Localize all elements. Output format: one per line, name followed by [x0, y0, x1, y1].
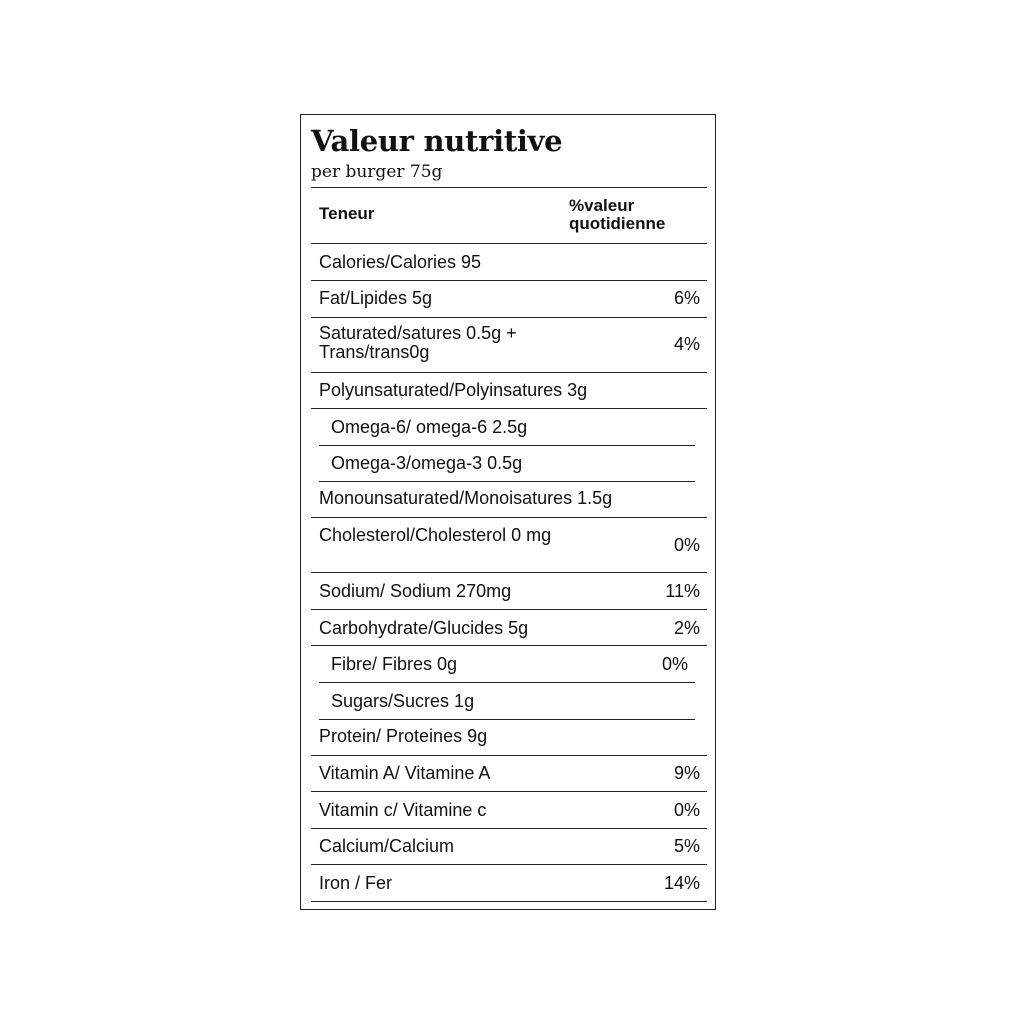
nutrient-row-sodium	[319, 580, 700, 608]
daily-value-percent: 0%	[673, 800, 700, 820]
column-header-daily-value: %valeur quotidienne	[569, 196, 666, 233]
nutrient-label: Polyunsaturated/Polyinsatures 3g	[319, 380, 588, 400]
divider	[311, 828, 707, 829]
nutrient-label: Saturated/satures 0.5g + Trans/trans0g	[319, 323, 517, 362]
divider	[311, 243, 707, 244]
nutrient-label: Calcium/Calcium	[319, 836, 455, 856]
nutrient-label: Fat/Lipides 5g	[319, 288, 433, 308]
nutrient-row-iron	[319, 872, 700, 900]
nutrient-label: Omega-6/ omega-6 2.5g	[331, 417, 528, 437]
nutrient-label: Monounsaturated/Monoisatures 1.5g	[319, 488, 613, 508]
nutrient-row-cholesterol	[319, 525, 700, 573]
daily-value-percent: 5%	[673, 836, 700, 856]
divider	[311, 517, 707, 518]
nutrient-row-protein	[319, 726, 699, 754]
nutrient-row-omega-3	[331, 453, 691, 481]
divider	[311, 864, 707, 865]
nutrient-label: Calories/Calories 95	[319, 252, 482, 272]
daily-value-percent: 0%	[673, 535, 700, 555]
nutrient-row-sugars	[331, 690, 691, 718]
nutrient-row-fat	[319, 287, 700, 315]
nutrient-label: Carbohydrate/Glucides 5g	[319, 618, 529, 638]
nutrient-label: Fibre/ Fibres 0g	[331, 654, 458, 674]
daily-value-percent: 6%	[673, 288, 700, 308]
divider	[311, 187, 707, 188]
nutrient-row-polyunsaturated	[319, 380, 699, 408]
divider	[319, 481, 695, 482]
serving-size: per burger 75g	[311, 162, 443, 182]
label-title: Valeur nutritive	[311, 124, 563, 158]
divider	[311, 645, 707, 646]
nutrient-label: Iron / Fer	[319, 873, 393, 893]
column-header-amount: Teneur	[319, 204, 375, 223]
nutrient-row-omega-6	[331, 417, 691, 445]
nutrient-label: Protein/ Proteines 9g	[319, 726, 488, 746]
divider	[311, 901, 707, 902]
divider	[311, 280, 707, 281]
divider	[311, 609, 707, 610]
nutrient-row-carbohydrate	[319, 617, 700, 645]
divider	[319, 445, 695, 446]
nutrient-row-saturated-trans	[319, 323, 700, 371]
daily-value-percent: 2%	[673, 618, 700, 638]
nutrient-row-vitamin-c	[319, 799, 700, 827]
nutrient-row-vitamin-a	[319, 762, 700, 790]
divider	[311, 372, 707, 373]
daily-value-percent: 14%	[663, 873, 700, 893]
nutrient-label: Vitamin c/ Vitamine c	[319, 800, 487, 820]
divider	[319, 682, 695, 683]
divider	[311, 408, 707, 409]
nutrition-facts-panel	[300, 114, 716, 910]
nutrient-row-calories	[319, 251, 699, 279]
divider	[311, 317, 707, 318]
daily-value-percent: 11%	[665, 581, 700, 601]
nutrient-row-fibre	[331, 653, 688, 681]
nutrient-row-calcium	[319, 835, 700, 863]
daily-value-percent: 4%	[673, 334, 700, 354]
nutrient-row-monounsaturated	[319, 488, 699, 516]
divider	[311, 572, 707, 573]
nutrient-label: Omega-3/omega-3 0.5g	[331, 453, 523, 473]
daily-value-percent: 0%	[661, 654, 688, 674]
divider	[311, 755, 707, 756]
nutrient-label: Vitamin A/ Vitamine A	[319, 763, 491, 783]
nutrient-label: Cholesterol/Cholesterol 0 mg	[319, 525, 552, 545]
nutrient-label: Sugars/Sucres 1g	[331, 691, 475, 711]
divider	[311, 791, 707, 792]
nutrient-label: Sodium/ Sodium 270mg	[319, 581, 512, 601]
daily-value-percent: 9%	[673, 763, 700, 783]
divider	[319, 719, 695, 720]
